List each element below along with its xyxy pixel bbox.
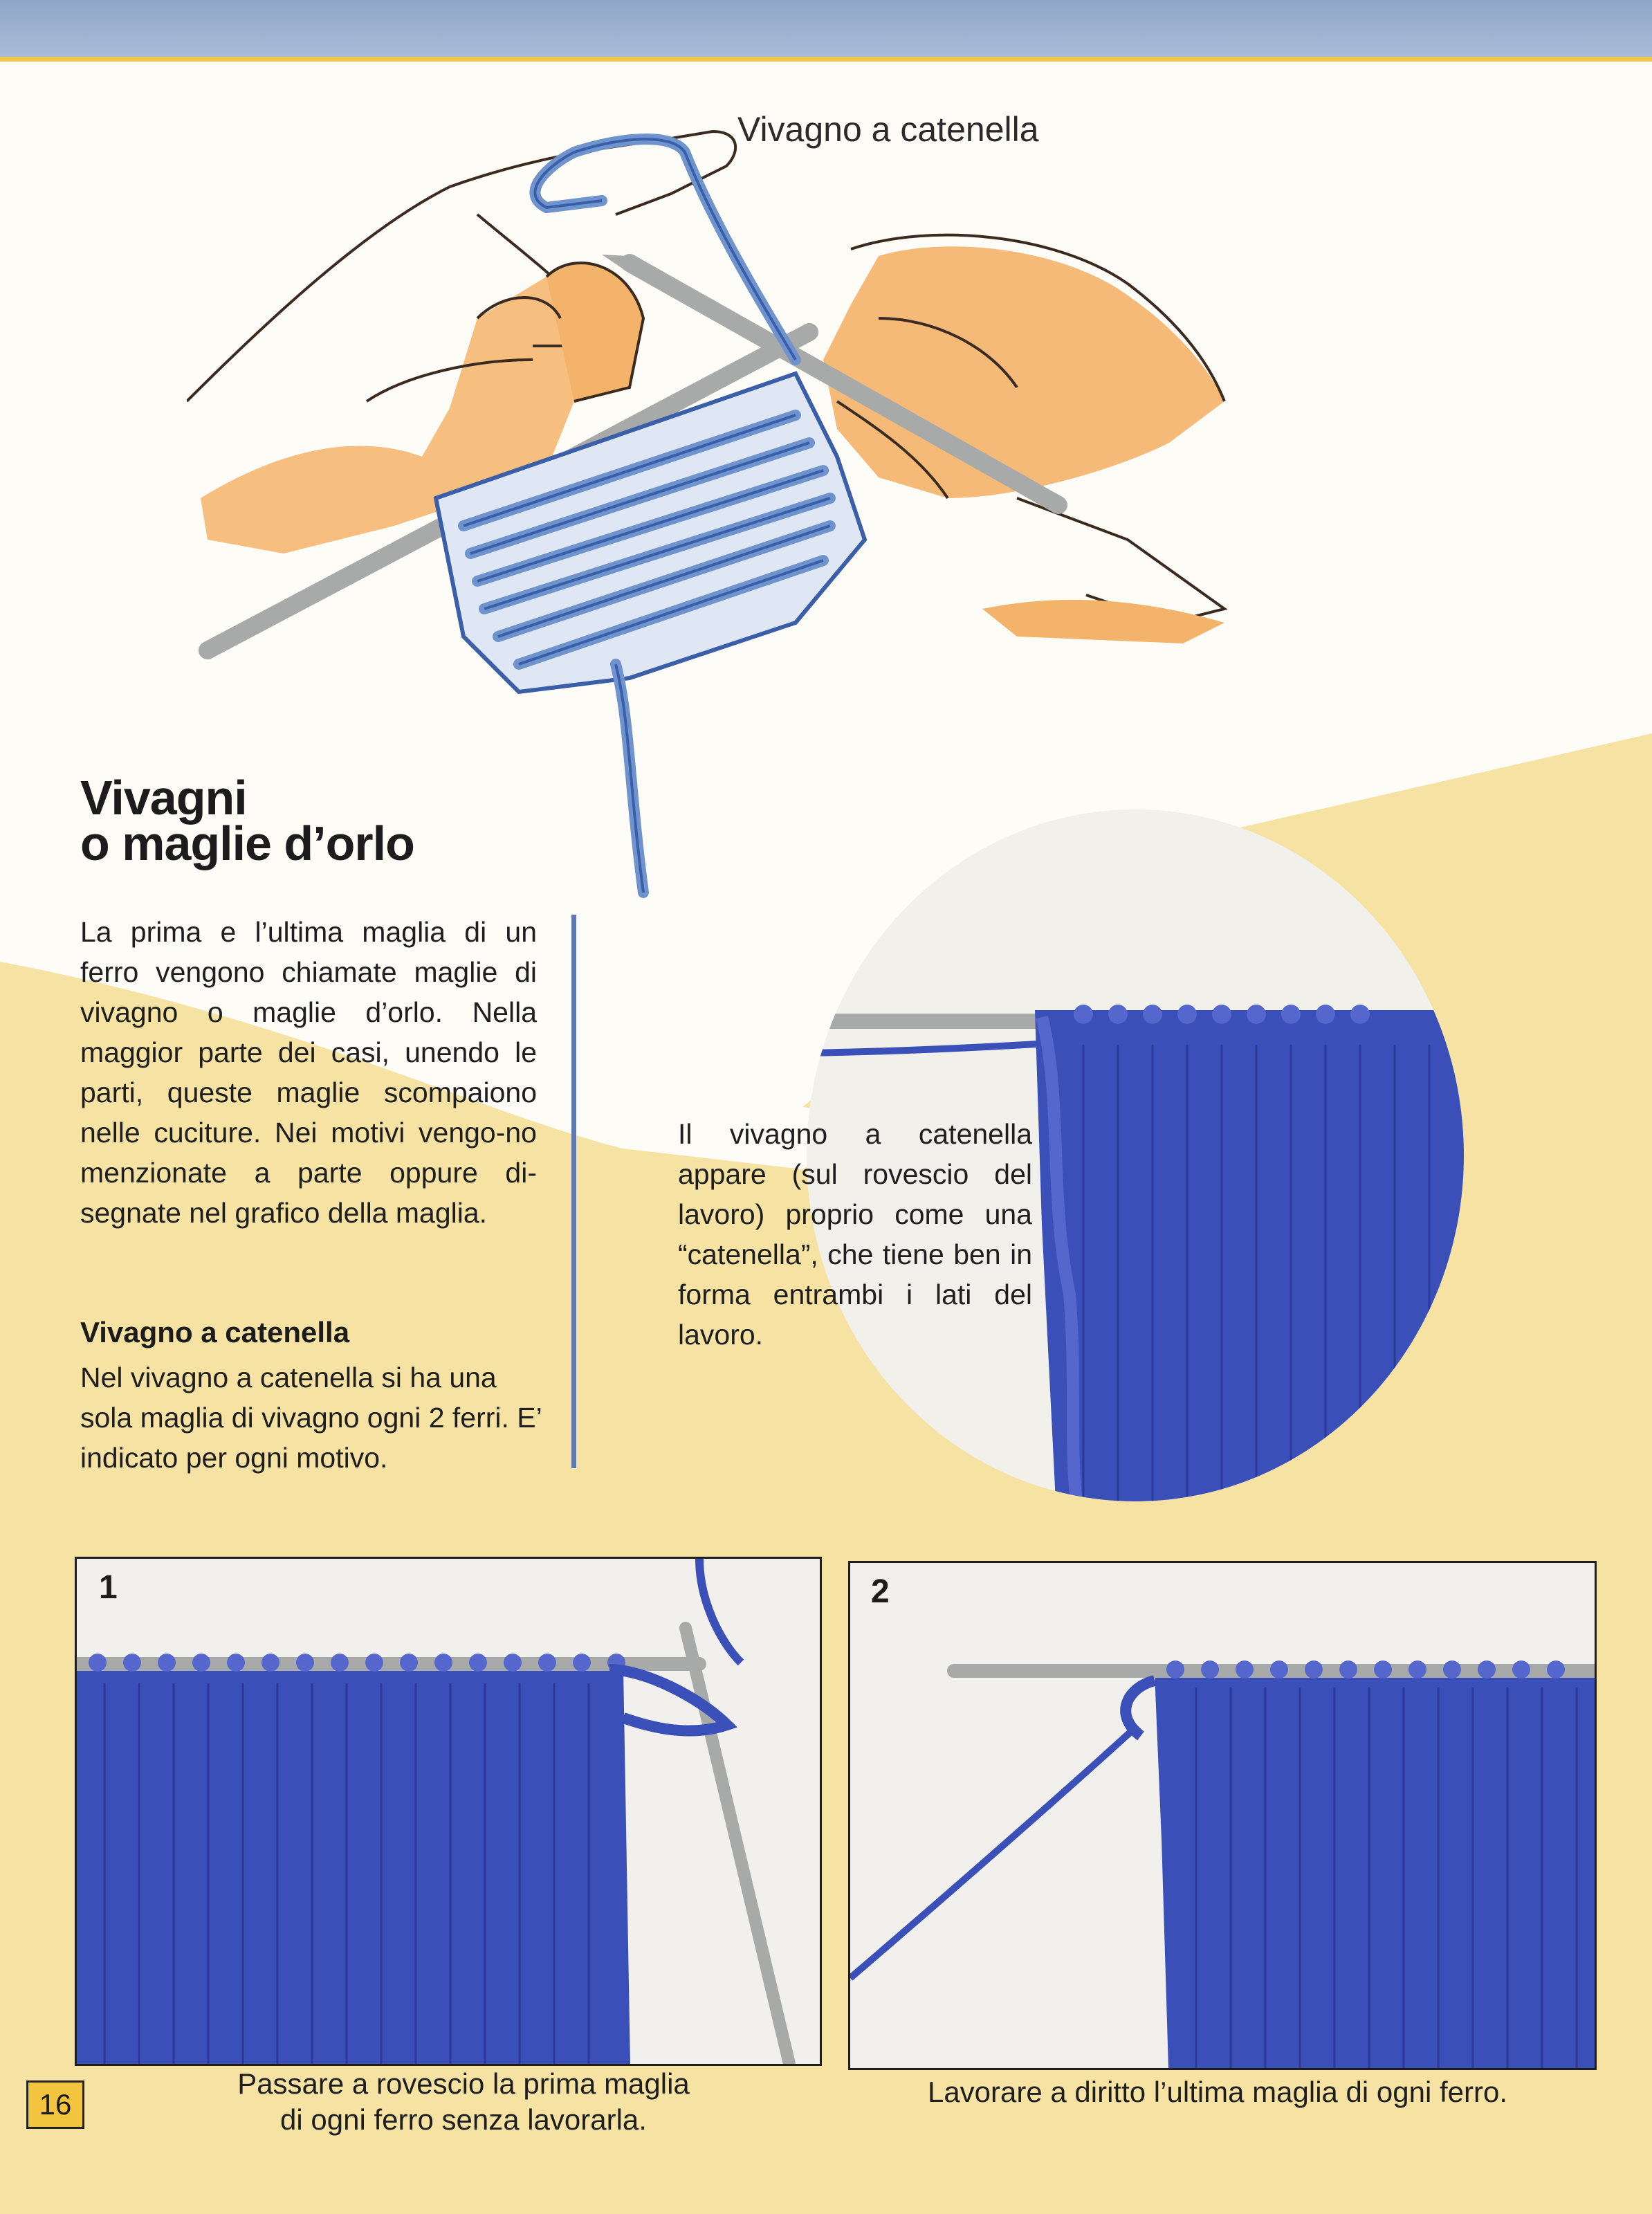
section-title (80, 771, 414, 870)
photo1-caption (173, 2066, 754, 2138)
subsection-paragraph: Nel vivagno a catenella si ha una sola maglia di vivagno ogni 2 ferri. E’ indicato per ogni motivo. (80, 1362, 542, 1474)
photo1-number: 1 (99, 1569, 118, 1606)
section-title-line2: o maglie d’orlo (80, 816, 414, 870)
subsection-title: Vivagno a catenella (80, 1316, 350, 1348)
photo3-text: Il vivagno a catenella appare (sul rovescio del lavoro) proprio come una “catenella”, che tiene ben in forma entrambi i lati del lavoro. (678, 1118, 1032, 1351)
photo1-caption-line1: Passare a rovescio la prima maglia (237, 2067, 690, 2100)
section-title-line1: Vivagni (80, 771, 247, 825)
photo1-knit-image (77, 1559, 820, 2064)
intro-paragraph: La prima e l’ultima maglia di un ferro vengono chiamate maglie di vivagno o maglie d’orlo. Nella maggior parte dei casi, unendo le parti, queste maglie scompaiono nelle cuciture. Nei motivi vengo-no menzionate a parte oppure di-segnate nel grafico della maglia. (80, 916, 537, 1229)
photo2-number: 2 (871, 1573, 890, 1610)
photo1-frame (75, 1557, 822, 2066)
page-number: 16 (26, 2080, 84, 2129)
photo2-knit-image (850, 1563, 1595, 2068)
photo1-caption-line2: di ogni ferro senza lavorarla. (280, 2103, 647, 2136)
vertical-divider (571, 915, 576, 1468)
right-hand (823, 246, 1224, 498)
illustration-caption: Vivagno a catenella (737, 110, 1039, 149)
photo2-caption: Lavorare a diritto l’ultima maglia di ogni ferro. (927, 2076, 1508, 2108)
photo2-frame (848, 1561, 1597, 2070)
